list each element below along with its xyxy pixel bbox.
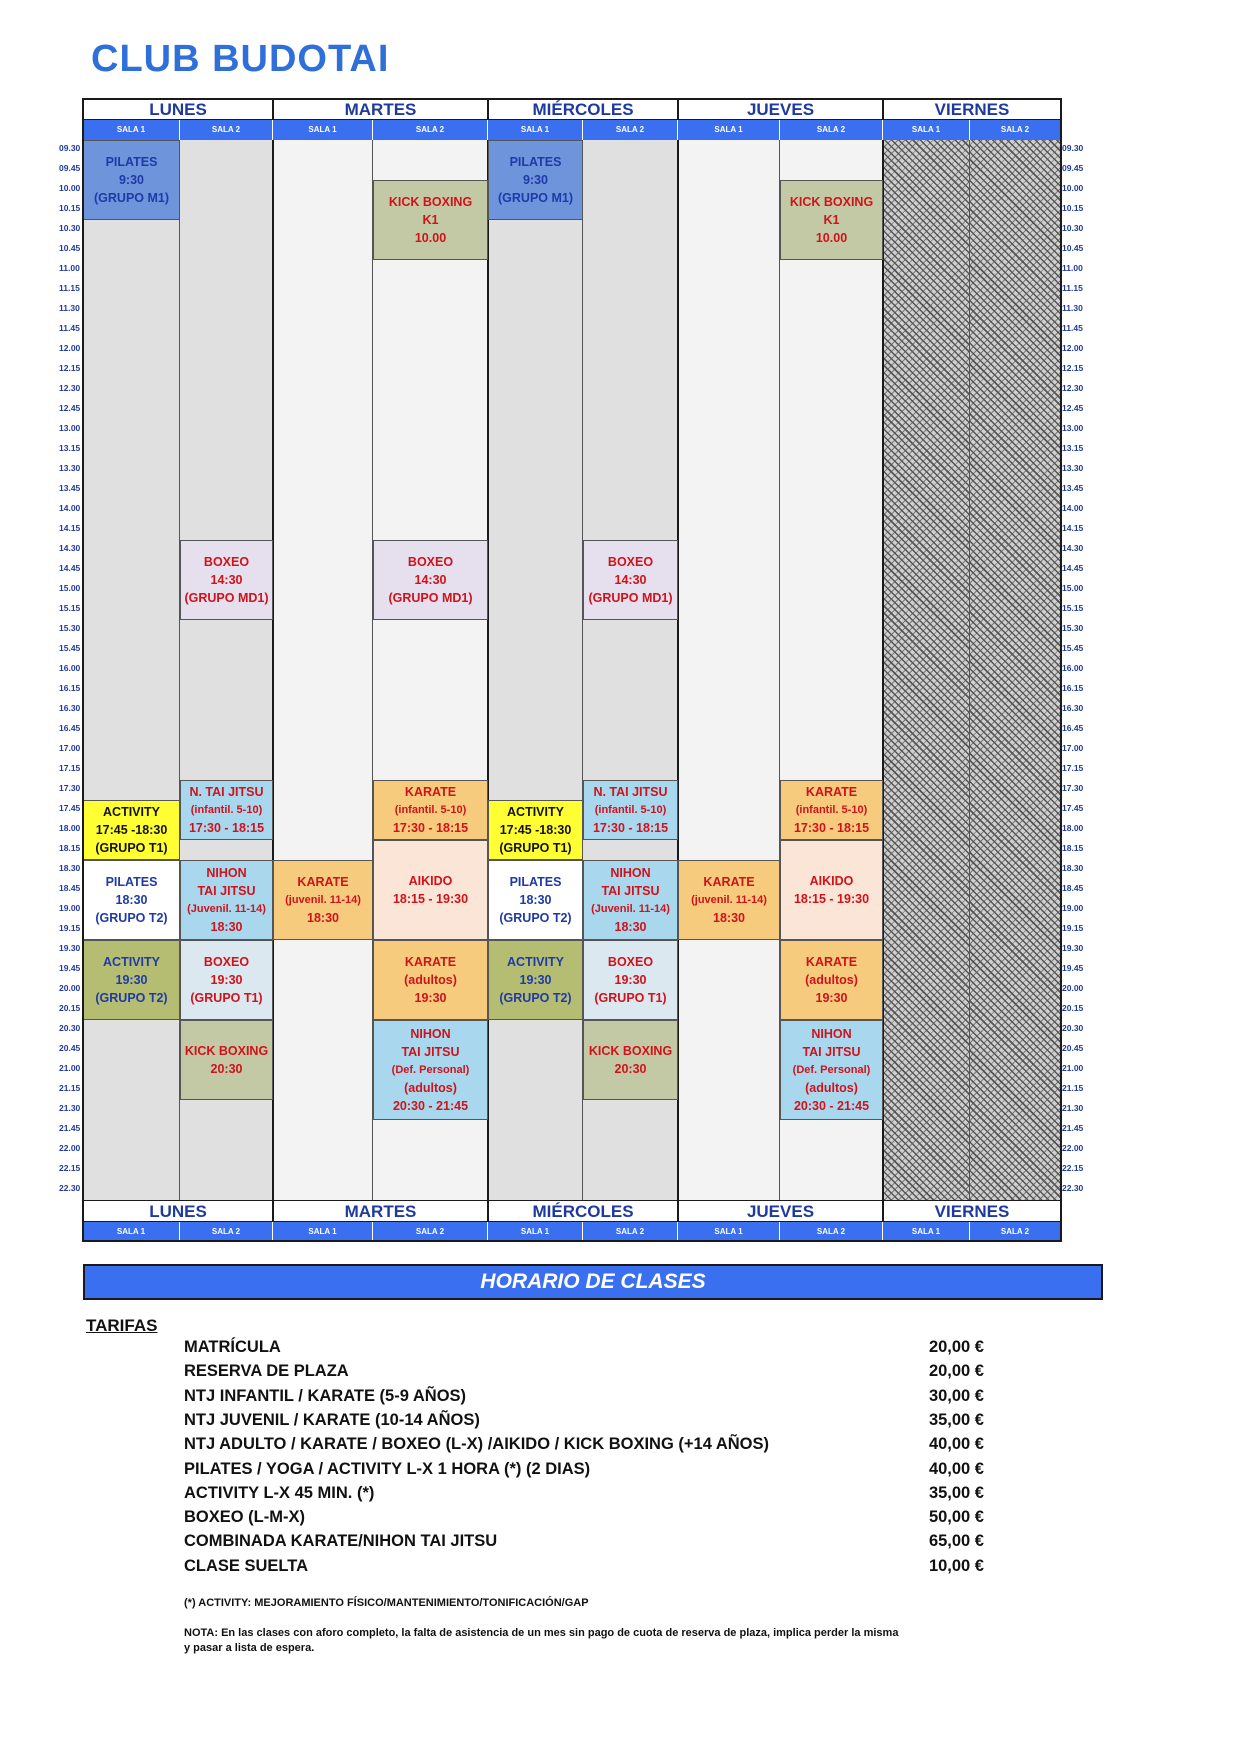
class-block: NIHON TAI JITSU (Def. Personal) (adultos) 20:30 - 21:45 bbox=[373, 1020, 488, 1120]
time-label: 18.15 bbox=[1062, 843, 1084, 853]
time-label: 19.45 bbox=[1062, 963, 1084, 973]
tarifa-price: 35,00 € bbox=[928, 1483, 984, 1502]
time-label: 20.45 bbox=[59, 1043, 81, 1053]
class-block: KARATE (adultos) 19:30 bbox=[780, 940, 883, 1020]
tarifa-row bbox=[184, 1484, 984, 1503]
time-label: 12.00 bbox=[59, 343, 81, 353]
tarifa-price: 10,00 € bbox=[928, 1556, 984, 1575]
tarifa-row bbox=[184, 1362, 984, 1381]
time-label: 15.30 bbox=[1062, 623, 1084, 633]
time-label: 18.00 bbox=[59, 823, 81, 833]
sala-header: SALA 2 bbox=[970, 1222, 1061, 1242]
class-block: KARATE (juvenil. 11-14) 18:30 bbox=[273, 860, 373, 940]
class-block: ACTIVITY 19:30 (GRUPO T2) bbox=[83, 940, 180, 1020]
time-label: 21.45 bbox=[1062, 1123, 1084, 1133]
time-label: 12.45 bbox=[1062, 403, 1084, 413]
time-label: 13.00 bbox=[1062, 423, 1084, 433]
tarifa-label: BOXEO (L-M-X) bbox=[184, 1508, 305, 1527]
schedule-banner: HORARIO DE CLASES bbox=[83, 1264, 1103, 1300]
class-block: KICK BOXING K1 10.00 bbox=[780, 180, 883, 260]
time-label: 21.00 bbox=[59, 1063, 81, 1073]
class-block: ACTIVITY 17:45 -18:30 (GRUPO T1) bbox=[488, 800, 583, 860]
day-header: JUEVES bbox=[678, 1200, 883, 1222]
time-label: 22.30 bbox=[1062, 1183, 1084, 1193]
time-label: 10.45 bbox=[59, 243, 81, 253]
sala-header: SALA 1 bbox=[883, 120, 970, 140]
club-title: CLUB BUDOTAI bbox=[91, 38, 390, 80]
time-label: 15.15 bbox=[1062, 603, 1084, 613]
sala-header: SALA 1 bbox=[488, 120, 583, 140]
time-label: 17.30 bbox=[59, 783, 81, 793]
time-label: 20.15 bbox=[1062, 1003, 1084, 1013]
time-label: 17.45 bbox=[1062, 803, 1084, 813]
class-block: KARATE (infantil. 5-10) 17:30 - 18:15 bbox=[373, 780, 488, 840]
time-label: 18.45 bbox=[1062, 883, 1084, 893]
sala-header: SALA 1 bbox=[273, 1222, 373, 1242]
tarifa-price: 20,00 € bbox=[928, 1338, 984, 1356]
class-block: BOXEO 19:30 (GRUPO T1) bbox=[583, 940, 678, 1020]
time-label: 16.45 bbox=[1062, 723, 1084, 733]
time-label: 12.30 bbox=[59, 383, 81, 393]
tarifa-label: NTJ JUVENIL / KARATE (10-14 AÑOS) bbox=[184, 1410, 480, 1429]
time-label: 12.30 bbox=[1062, 383, 1084, 393]
time-label: 16.15 bbox=[1062, 683, 1084, 693]
day-header: VIERNES bbox=[883, 1200, 1061, 1222]
time-label: 09.30 bbox=[1062, 143, 1084, 153]
time-label: 16.15 bbox=[59, 683, 81, 693]
class-block: KARATE (infantil. 5-10) 17:30 - 18:15 bbox=[780, 780, 883, 840]
time-label: 10.00 bbox=[1062, 183, 1084, 193]
time-label: 18.45 bbox=[59, 883, 81, 893]
time-label: 11.30 bbox=[1062, 303, 1083, 313]
class-block: PILATES 18:30 (GRUPO T2) bbox=[488, 860, 583, 940]
sala-header: SALA 2 bbox=[180, 120, 273, 140]
time-label: 12.15 bbox=[1062, 363, 1084, 373]
time-label: 10.30 bbox=[59, 223, 81, 233]
time-label: 09.30 bbox=[59, 143, 81, 153]
class-block: NIHON TAI JITSU (Juvenil. 11-14) 18:30 bbox=[180, 860, 273, 940]
time-label: 17.00 bbox=[1062, 743, 1084, 753]
tarifas-title: TARIFAS bbox=[86, 1316, 158, 1335]
class-block: KARATE (adultos) 19:30 bbox=[373, 940, 488, 1020]
time-label: 19.00 bbox=[1062, 903, 1084, 913]
day-header: MIÉRCOLES bbox=[488, 98, 678, 120]
time-label: 20.00 bbox=[1062, 983, 1084, 993]
sala-header: SALA 2 bbox=[373, 120, 488, 140]
sala-header: SALA 2 bbox=[780, 120, 883, 140]
time-label: 16.30 bbox=[1062, 703, 1084, 713]
time-label: 14.00 bbox=[59, 503, 81, 513]
day-header: MARTES bbox=[273, 1200, 488, 1222]
time-label: 11.30 bbox=[59, 303, 80, 313]
time-label: 14.00 bbox=[1062, 503, 1084, 513]
tarifa-label: MATRÍCULA bbox=[184, 1338, 281, 1356]
sala-header: SALA 2 bbox=[583, 120, 678, 140]
tarifa-label: NTJ INFANTIL / KARATE (5-9 AÑOS) bbox=[184, 1386, 467, 1405]
time-label: 14.45 bbox=[59, 563, 81, 573]
tarifa-price: 50,00 € bbox=[928, 1508, 984, 1527]
time-label: 13.45 bbox=[1062, 483, 1084, 493]
time-label: 18.15 bbox=[59, 843, 81, 853]
class-block: BOXEO 14:30 (GRUPO MD1) bbox=[583, 540, 678, 620]
time-label: 16.00 bbox=[59, 663, 81, 673]
class-block: KICK BOXING K1 10.00 bbox=[373, 180, 488, 260]
time-label: 15.00 bbox=[59, 583, 81, 593]
time-label: 22.15 bbox=[1062, 1163, 1084, 1173]
time-label: 21.15 bbox=[59, 1083, 81, 1093]
schedule-grid bbox=[59, 98, 1084, 1254]
class-block: NIHON TAI JITSU (Def. Personal) (adultos) 20:30 - 21:45 bbox=[780, 1020, 883, 1120]
tarifa-row bbox=[184, 1435, 984, 1454]
tarifa-price: 65,00 € bbox=[928, 1532, 984, 1551]
class-block: KICK BOXING 20:30 bbox=[180, 1020, 273, 1100]
time-label: 16.30 bbox=[59, 703, 81, 713]
time-label: 14.45 bbox=[1062, 563, 1084, 573]
time-label: 15.00 bbox=[1062, 583, 1084, 593]
time-label: 13.15 bbox=[59, 443, 81, 453]
tarifa-price: 20,00 € bbox=[928, 1362, 984, 1381]
tarifa-label: COMBINADA KARATE/NIHON TAI JITSU bbox=[184, 1532, 498, 1551]
time-label: 19.15 bbox=[1062, 923, 1084, 933]
tarifa-row bbox=[184, 1557, 984, 1576]
time-label: 14.15 bbox=[1062, 523, 1084, 533]
time-label: 22.00 bbox=[59, 1143, 81, 1153]
time-label: 19.30 bbox=[59, 943, 81, 953]
sala-header: SALA 1 bbox=[678, 120, 780, 140]
tarifa-row bbox=[184, 1411, 984, 1430]
time-label: 11.00 bbox=[1062, 263, 1083, 273]
tarifa-price: 40,00 € bbox=[928, 1435, 984, 1454]
time-label: 10.45 bbox=[1062, 243, 1084, 253]
tarifa-row bbox=[184, 1460, 984, 1479]
time-label: 10.00 bbox=[59, 183, 81, 193]
time-label: 15.15 bbox=[59, 603, 81, 613]
sala-header: SALA 1 bbox=[678, 1222, 780, 1242]
sala-header: SALA 1 bbox=[488, 1222, 583, 1242]
time-label: 22.30 bbox=[59, 1183, 81, 1193]
time-label: 20.30 bbox=[59, 1023, 81, 1033]
day-header: MIÉRCOLES bbox=[488, 1200, 678, 1222]
class-block: BOXEO 14:30 (GRUPO MD1) bbox=[180, 540, 273, 620]
time-label: 20.45 bbox=[1062, 1043, 1084, 1053]
time-label: 22.00 bbox=[1062, 1143, 1084, 1153]
class-block: N. TAI JITSU (infantil. 5-10) 17:30 - 18:15 bbox=[180, 780, 273, 840]
time-label: 21.45 bbox=[59, 1123, 81, 1133]
time-label: 13.15 bbox=[1062, 443, 1084, 453]
class-block: KICK BOXING 20:30 bbox=[583, 1020, 678, 1100]
grid-border bbox=[82, 98, 1062, 1242]
tarifa-label: ACTIVITY L-X 45 MIN. (*) bbox=[184, 1483, 375, 1502]
time-label: 10.30 bbox=[1062, 223, 1084, 233]
sala-header: SALA 2 bbox=[373, 1222, 488, 1242]
time-label: 15.45 bbox=[1062, 643, 1084, 653]
time-label: 10.15 bbox=[59, 203, 81, 213]
time-label: 11.15 bbox=[59, 283, 80, 293]
time-label: 19.45 bbox=[59, 963, 81, 973]
time-label: 21.15 bbox=[1062, 1083, 1084, 1093]
time-label: 13.30 bbox=[59, 463, 81, 473]
time-label: 22.15 bbox=[59, 1163, 81, 1173]
day-header: MARTES bbox=[273, 98, 488, 120]
time-label: 12.15 bbox=[59, 363, 81, 373]
time-label: 18.30 bbox=[1062, 863, 1084, 873]
time-label: 18.00 bbox=[1062, 823, 1084, 833]
time-label: 21.00 bbox=[1062, 1063, 1084, 1073]
time-label: 13.00 bbox=[59, 423, 81, 433]
time-label: 14.30 bbox=[1062, 543, 1084, 553]
tarifa-price: 35,00 € bbox=[928, 1410, 984, 1429]
activity-footnote: (*) ACTIVITY: MEJORAMIENTO FÍSICO/MANTENIMIENTO/TONIFICACIÓN/GAP bbox=[184, 1597, 589, 1609]
time-label: 21.30 bbox=[59, 1103, 81, 1113]
sala-header: SALA 1 bbox=[273, 120, 373, 140]
class-block: AIKIDO 18:15 - 19:30 bbox=[780, 840, 883, 940]
class-block: KARATE (juvenil. 11-14) 18:30 bbox=[678, 860, 780, 940]
tarifa-row bbox=[184, 1532, 984, 1551]
time-label: 14.15 bbox=[59, 523, 81, 533]
tarifa-label: RESERVA DE PLAZA bbox=[184, 1362, 349, 1381]
class-block: PILATES 9:30 (GRUPO M1) bbox=[488, 140, 583, 220]
sala-header: SALA 1 bbox=[83, 120, 180, 140]
class-block: ACTIVITY 19:30 (GRUPO T2) bbox=[488, 940, 583, 1020]
day-header: JUEVES bbox=[678, 98, 883, 120]
class-block: N. TAI JITSU (infantil. 5-10) 17:30 - 18:15 bbox=[583, 780, 678, 840]
time-label: 12.45 bbox=[59, 403, 81, 413]
tarifa-label: PILATES / YOGA / ACTIVITY L-X 1 HORA (*) (2 DIAS) bbox=[184, 1459, 591, 1478]
time-label: 17.15 bbox=[1062, 763, 1084, 773]
class-block: ACTIVITY 17:45 -18:30 (GRUPO T1) bbox=[83, 800, 180, 860]
time-label: 09.45 bbox=[59, 163, 81, 173]
time-label: 10.15 bbox=[1062, 203, 1084, 213]
time-label: 21.30 bbox=[1062, 1103, 1084, 1113]
time-label: 12.00 bbox=[1062, 343, 1084, 353]
time-label: 11.45 bbox=[59, 323, 80, 333]
class-block: BOXEO 19:30 (GRUPO T1) bbox=[180, 940, 273, 1020]
time-label: 20.15 bbox=[59, 1003, 81, 1013]
tarifa-label: NTJ ADULTO / KARATE / BOXEO (L-X) /AIKIDO / KICK BOXING (+14 AÑOS) bbox=[184, 1435, 770, 1454]
sala-header: SALA 1 bbox=[883, 1222, 970, 1242]
sala-header: SALA 1 bbox=[83, 1222, 180, 1242]
time-label: 14.30 bbox=[59, 543, 81, 553]
time-label: 15.30 bbox=[59, 623, 81, 633]
time-label: 19.00 bbox=[59, 903, 81, 913]
time-label: 17.30 bbox=[1062, 783, 1084, 793]
class-block: AIKIDO 18:15 - 19:30 bbox=[373, 840, 488, 940]
tarifa-row bbox=[184, 1387, 984, 1406]
day-header: VIERNES bbox=[883, 98, 1061, 120]
time-label: 16.45 bbox=[59, 723, 81, 733]
nota-line-2: y pasar a lista de espera. bbox=[184, 1642, 315, 1654]
time-label: 18.30 bbox=[59, 863, 81, 873]
tarifa-label: CLASE SUELTA bbox=[184, 1556, 309, 1575]
sala-header: SALA 2 bbox=[180, 1222, 273, 1242]
class-block: PILATES 9:30 (GRUPO M1) bbox=[83, 140, 180, 220]
class-block: PILATES 18:30 (GRUPO T2) bbox=[83, 860, 180, 940]
tarifa-price: 40,00 € bbox=[928, 1459, 984, 1478]
time-label: 13.30 bbox=[1062, 463, 1084, 473]
class-block: BOXEO 14:30 (GRUPO MD1) bbox=[373, 540, 488, 620]
tarifa-row bbox=[184, 1338, 984, 1357]
time-label: 11.45 bbox=[1062, 323, 1083, 333]
sala-header: SALA 2 bbox=[583, 1222, 678, 1242]
time-label: 11.15 bbox=[1062, 283, 1083, 293]
time-label: 19.15 bbox=[59, 923, 81, 933]
sala-header: SALA 2 bbox=[970, 120, 1061, 140]
time-label: 19.30 bbox=[1062, 943, 1084, 953]
time-label: 16.00 bbox=[1062, 663, 1084, 673]
tarifa-price: 30,00 € bbox=[928, 1386, 984, 1405]
class-block: NIHON TAI JITSU (Juvenil. 11-14) 18:30 bbox=[583, 860, 678, 940]
time-label: 13.45 bbox=[59, 483, 81, 493]
time-label: 17.15 bbox=[59, 763, 81, 773]
time-label: 20.00 bbox=[59, 983, 81, 993]
time-label: 20.30 bbox=[1062, 1023, 1084, 1033]
time-label: 11.00 bbox=[59, 263, 80, 273]
time-label: 17.00 bbox=[59, 743, 81, 753]
sala-header: SALA 2 bbox=[780, 1222, 883, 1242]
time-label: 17.45 bbox=[59, 803, 81, 813]
nota-line-1: NOTA: En las clases con aforo completo, la falta de asistencia de un mes sin pago de cuota de reserva de plaza, implica perder la misma bbox=[184, 1627, 899, 1639]
time-label: 09.45 bbox=[1062, 163, 1084, 173]
day-header: LUNES bbox=[83, 98, 273, 120]
tarifa-row bbox=[184, 1508, 984, 1527]
day-header: LUNES bbox=[83, 1200, 273, 1222]
time-label: 15.45 bbox=[59, 643, 81, 653]
